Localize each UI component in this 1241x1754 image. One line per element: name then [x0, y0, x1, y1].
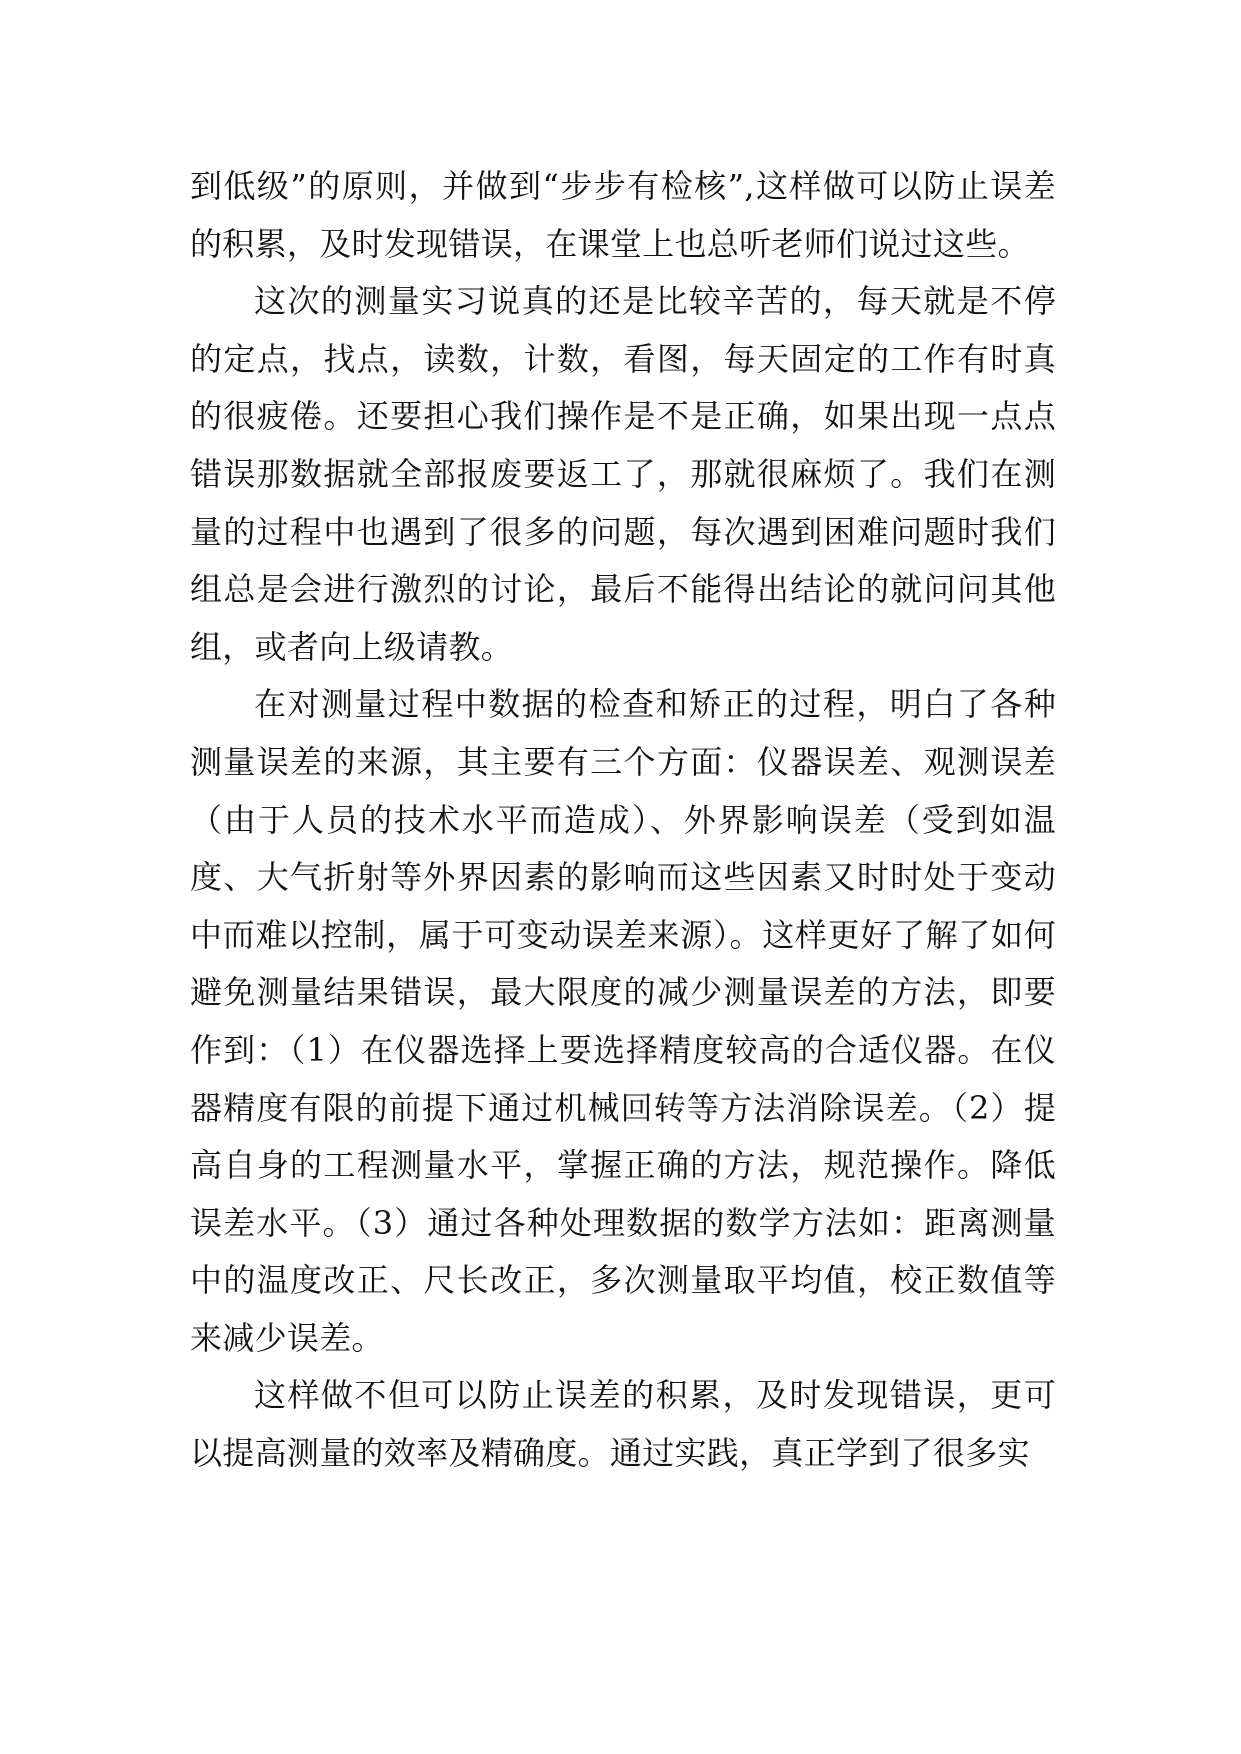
- paragraph-2: [190, 273, 1056, 676]
- text-line: 在对测量过程中数据的检查和矫正的过程，明白了各种: [254, 685, 1056, 724]
- text-line: 等来减少误差。: [190, 1261, 1056, 1357]
- text-line: 些。: [965, 224, 1030, 263]
- text-line: 组，或者向上级请教。: [190, 627, 514, 666]
- text-line: 组总是会进行激烈的讨论，最后不能得出结论的就问问其他: [190, 570, 1056, 609]
- text-line: 测量误差的来源，其主要有三个方面：仪器误差、观测误差: [190, 742, 1056, 781]
- text-line: 量的过程中也遇到了很多的问题，每次遇到困难问题时我们: [190, 512, 1056, 551]
- text-line: 到低级”的原则，并做到“步步有检核”,这样做可以防止: [190, 167, 991, 205]
- text-line: 的定点，找点，读数，计数，看图，每天固定的工作有时真: [190, 339, 1056, 378]
- text-line: 这样做不但可以防止误差的积累，及时发现错误，更可: [254, 1376, 1056, 1415]
- text-line: 度、大气折射等外界因素的影响而这些因素又时时处于变动: [190, 858, 1056, 897]
- text-line: 要作到：（1）在仪器选择上要选择精度较高的合适仪器。在: [190, 973, 1056, 1069]
- paragraph-4: [190, 1367, 1056, 1482]
- text-line: 错误那数据就全部报废要返工了，那就很麻烦了。我们在测: [190, 454, 1056, 493]
- text-line: 中而难以控制，属于可变动误差来源）。这样更好了解了如: [190, 915, 1024, 954]
- document-body: [190, 158, 1056, 1483]
- text-line: 量中的温度改正、尺长改正，多次测量取平均值，校正数值: [190, 1203, 1056, 1300]
- text-line: 的很疲倦。还要担心我们操作是不是正确，如果出现一点点: [190, 397, 1056, 436]
- text-line: 误差的积累，及时发现错误，在课堂上也总听老师们说过这: [190, 167, 1056, 263]
- text-line: 以提高测量的效率及精确度。通过实践，真正学到了很多实: [190, 1434, 1030, 1473]
- text-line: 这次的测量实习说真的还是比较辛苦的，每天就是不停: [254, 282, 1056, 321]
- text-line: 仪器精度有限的前提下通过机械回转等方法消除误差。（2）: [190, 1030, 1056, 1127]
- paragraph-3: [190, 676, 1056, 1367]
- paragraph-1: [190, 158, 1056, 273]
- text-line: 提高自身的工程测量水平，掌握正确的方法，规范操作。降: [190, 1088, 1056, 1185]
- text-line: 低误差水平。（3）通过各种处理数据的数学方法如：距离测: [190, 1146, 1056, 1242]
- text-line: （由于人员的技术水平而造成）、外界影响误差（受到如温: [190, 800, 1056, 839]
- text-line: 何避免测量结果错误，最大限度的减少测量误差的方法，即: [190, 915, 1056, 1012]
